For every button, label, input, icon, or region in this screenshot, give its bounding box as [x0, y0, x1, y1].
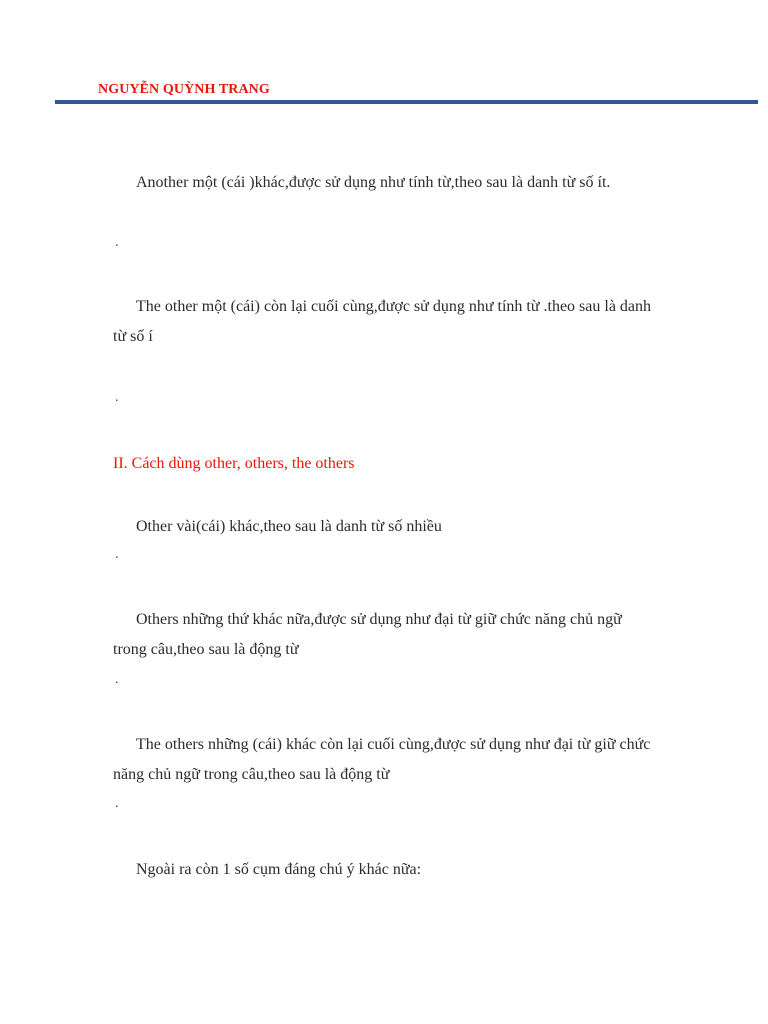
paragraph-the-others: The others những (cái) khác còn lại cuối cùng,được sử dụng như đại từ giữ chức năng chủ ngữ trong câu,theo sau là động từ — [113, 736, 651, 783]
dot-marker: . — [115, 390, 119, 405]
header-divider — [55, 100, 758, 104]
paragraph-others: Others những thứ khác nữa,được sử dụng như đại từ giữ chức năng chủ ngữ trong câu,theo sau là động từ — [113, 611, 622, 658]
author-name: NGUYỄN QUỲNH TRANG — [98, 82, 270, 97]
dot-marker: . — [115, 235, 119, 250]
paragraph-another: Another một (cái )khác,được sử dụng như tính từ,theo sau là danh từ số ít. — [136, 174, 611, 191]
dot-marker: . — [115, 796, 119, 811]
section-heading: II. Cách dùng other, others, the others — [113, 455, 355, 472]
paragraph-the-other: The other một (cái) còn lại cuối cùng,được sử dụng như tính từ .theo sau là danh từ số í — [113, 298, 652, 345]
dot-marker: . — [115, 547, 119, 562]
dot-marker: . — [115, 672, 119, 687]
paragraph-other: Other vài(cái) khác,theo sau là danh từ số nhiều — [136, 518, 442, 535]
paragraph-other-phrases: Ngoài ra còn 1 số cụm đáng chú ý khác nữa: — [136, 861, 422, 878]
